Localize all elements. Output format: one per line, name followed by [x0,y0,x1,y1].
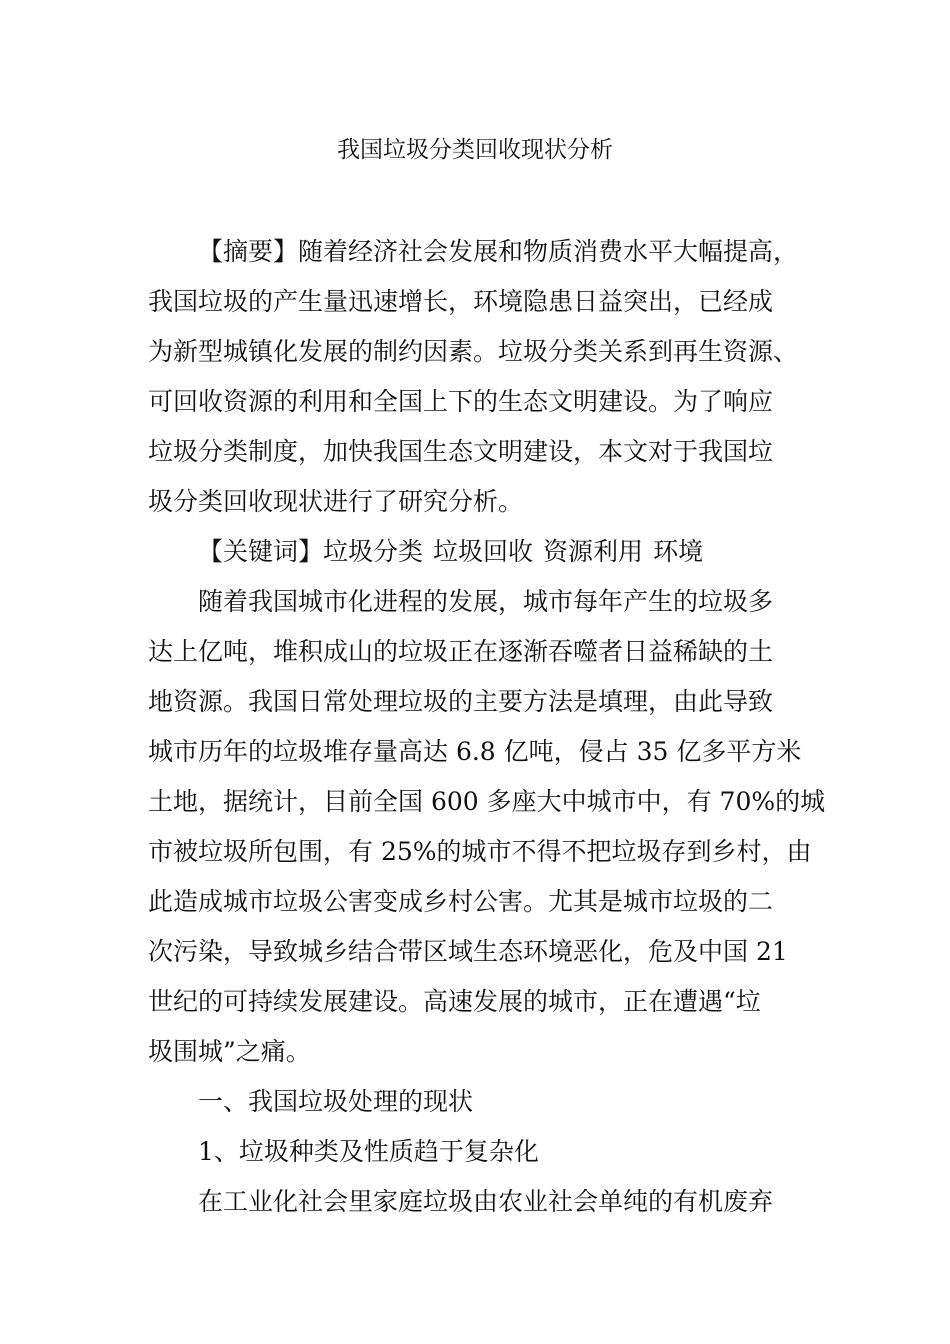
abstract-line: 可回收资源的利用和全国上下的生态文明建设。为了响应 [148,387,774,416]
document-title: 我国垃圾分类回收现状分析 [337,137,613,163]
body-line: 地资源。我国日常处理垃圾的主要方法是填理，由此导致 [148,687,774,716]
abstract-first-line [198,236,798,268]
abstract-line: 垃圾分类制度，加快我国生态文明建设，本文对于我国垃 [148,437,774,466]
keywords-label: 【关键词】 [198,537,324,566]
body-line: 城市历年的垃圾堆存量高达 6.8 亿吨，侵占 35 亿多平方米 [148,737,802,766]
body-line: 此造成城市垃圾公害变成乡村公害。尤其是城市垃圾的二 [148,887,774,916]
abstract-line: 圾分类回收现状进行了研究分析。 [148,487,524,516]
abstract-label: 【摘要】 [198,237,299,266]
body-line: 世纪的可持续发展建设。高速发展的城市，正在遭遇“垃 [148,987,761,1016]
section-heading: 一、我国垃圾处理的现状 [198,1087,474,1116]
body-line: 土地，据统计，目前全国 600 多座大中城市中，有 70%的城 [148,787,826,816]
keyword: 环境 [653,537,704,566]
body-line: 达上亿吨，堆积成山的垃圾正在逐渐吞噬者日益稀缺的土 [148,637,774,666]
abstract-line: 我国垃圾的产生量迅速增长，环境隐患日益突出，已经成 [148,287,774,316]
body-line: 次污染，导致城乡结合带区域生态环境恶化，危及中国 21 [148,937,788,966]
abstract-line: 随着经济社会发展和物质消费水平大幅提高， [298,237,799,266]
body-line: 圾围城”之痛。 [148,1037,311,1066]
body-line: 在工业化社会里家庭垃圾由农业社会单纯的有机废弃 [198,1187,774,1216]
keyword: 垃圾回收 [433,537,534,566]
subsection-heading: 1、垃圾种类及性质趋于复杂化 [198,1137,539,1166]
keyword: 资源利用 [543,537,644,566]
keyword: 垃圾分类 [323,537,424,566]
body-line: 随着我国城市化进程的发展，城市每年产生的垃圾多 [198,587,774,616]
body-line: 市被垃圾所包围，有 25%的城市不得不把垃圾存到乡村，由 [148,837,812,866]
abstract-line: 为新型城镇化发展的制约因素。垃圾分类关系到再生资源、 [148,337,799,366]
keywords-line [198,536,703,568]
